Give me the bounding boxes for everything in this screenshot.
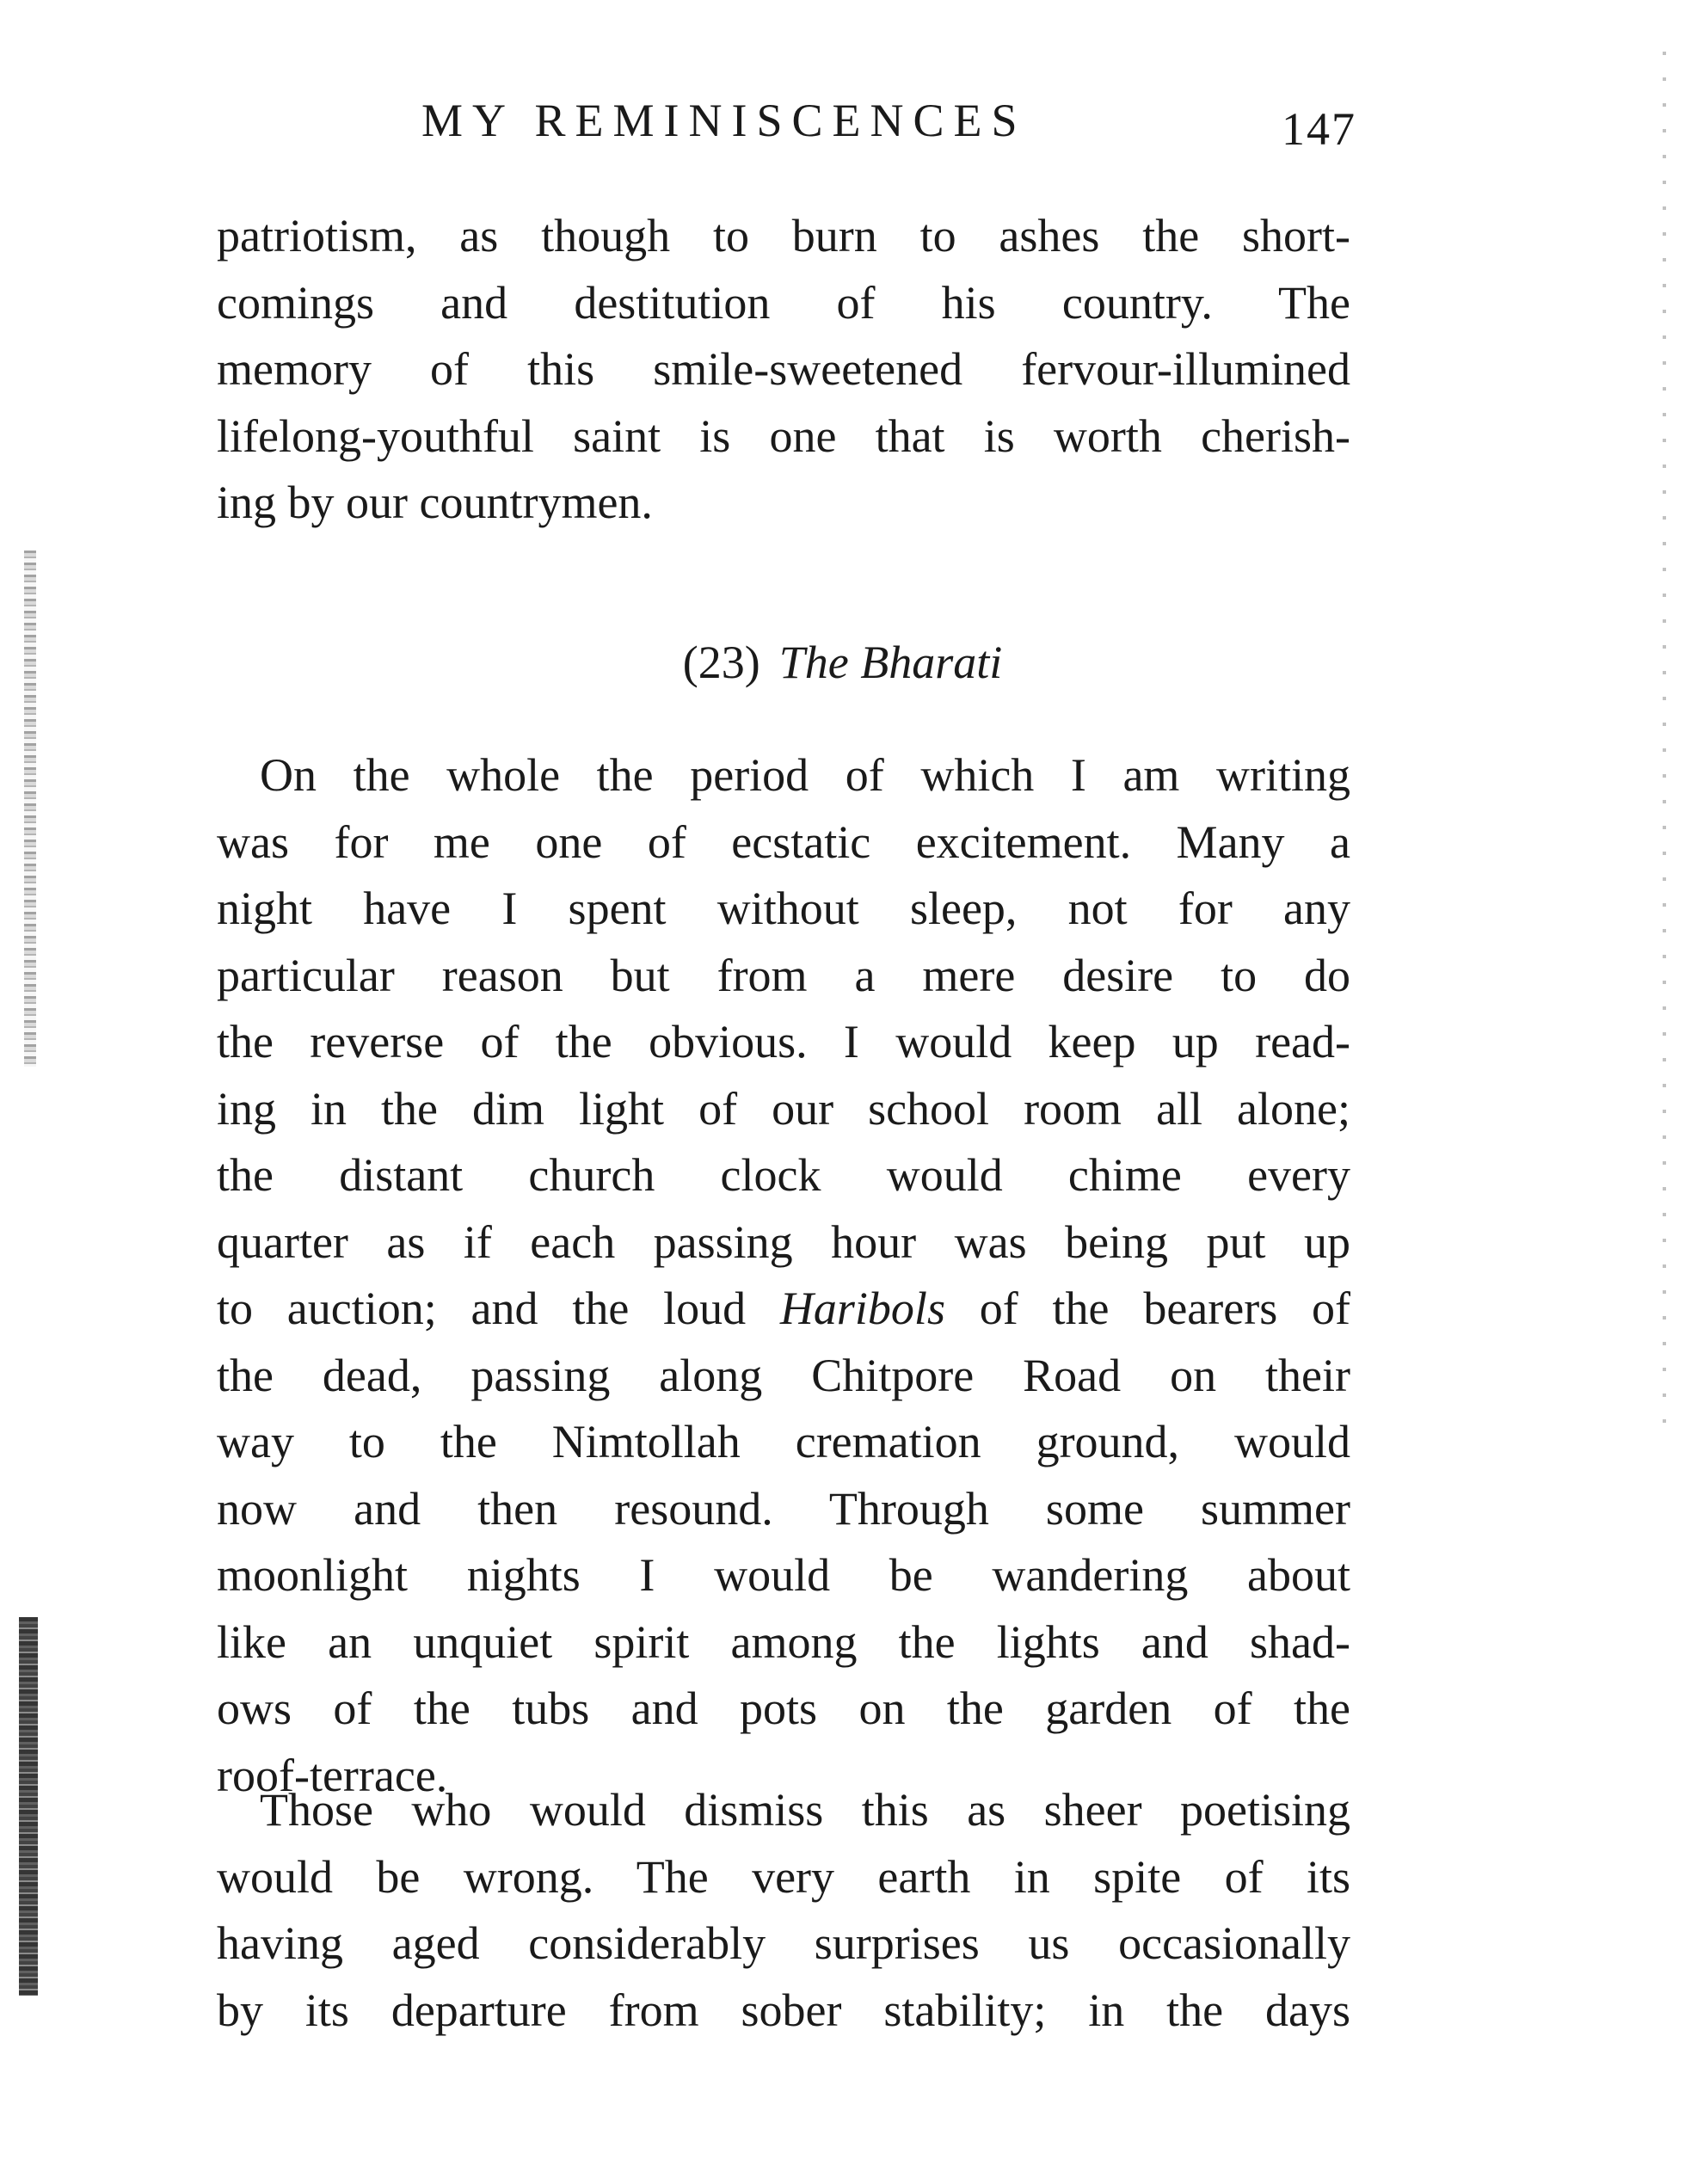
text-line: patriotism, as though to burn to ashes the short-	[217, 210, 1350, 261]
text-line: On the whole the period of which I am writing	[260, 749, 1350, 801]
text-line: was for me one of ecstatic excitement. Many a	[217, 815, 1350, 868]
text-line-mixed	[217, 1276, 1350, 1343]
page-number: 147	[1282, 103, 1356, 155]
text-line: like an unquiet spirit among the lights and shad-	[217, 1615, 1350, 1668]
text-line: ows of the tubs and pots on the garden of the	[217, 1683, 1350, 1734]
section-number: (23)	[682, 637, 760, 688]
scan-edge-artifact	[24, 551, 36, 1067]
text-line: by its departure from sober stability; in the days	[217, 1984, 1350, 2036]
italic-term: Haribols	[779, 1283, 945, 1334]
text-line: particular reason but from a mere desire to do	[217, 949, 1350, 1001]
text-line: moonlight nights I would be wandering about	[217, 1549, 1350, 1601]
text-line: night have I spent without sleep, not for any	[217, 883, 1350, 934]
text-line: ing by our countrymen.	[217, 477, 653, 528]
text-line: the distant church clock would chime every	[217, 1149, 1350, 1201]
text-line: quarter as if each passing hour was being put up	[217, 1215, 1350, 1268]
text-line: having aged considerably surprises us occasionally	[217, 1917, 1350, 1969]
running-title: MY REMINISCENCES	[421, 95, 1027, 146]
scan-edge-artifact	[1663, 52, 1666, 1428]
text-line: the dead, passing along Chitpore Road on their	[217, 1349, 1350, 1401]
text-fragment: to auction; and the loud	[217, 1283, 780, 1334]
section-title: The Bharati	[778, 637, 1003, 688]
text-line: roof-terrace.	[217, 1749, 448, 1801]
text-line: the reverse of the obvious. I would keep up read-	[217, 1016, 1350, 1067]
text-fragment: of the bearers of	[944, 1283, 1351, 1334]
paragraph-continuation	[217, 203, 1350, 537]
scan-edge-artifact	[19, 1617, 38, 1996]
text-line: now and then resound. Through some summer	[217, 1482, 1350, 1535]
text-line: would be wrong. The very earth in spite of its	[217, 1850, 1350, 1903]
text-line: ing in the dim light of our school room all alone;	[217, 1082, 1350, 1135]
section-heading	[0, 637, 1685, 688]
text-line: comings and destitution of his country. The	[217, 276, 1350, 329]
text-line: lifelong-youthful saint is one that is worth cherish-	[217, 409, 1350, 462]
text-line: memory of this smile-sweetened fervour-illumined	[217, 343, 1350, 395]
paragraph-next	[217, 1777, 1350, 2044]
text-line: Those who would dismiss this as sheer poetising	[260, 1784, 1350, 1836]
paragraph-main	[217, 742, 1350, 1809]
text-line: way to the Nimtollah cremation ground, would	[217, 1416, 1350, 1467]
